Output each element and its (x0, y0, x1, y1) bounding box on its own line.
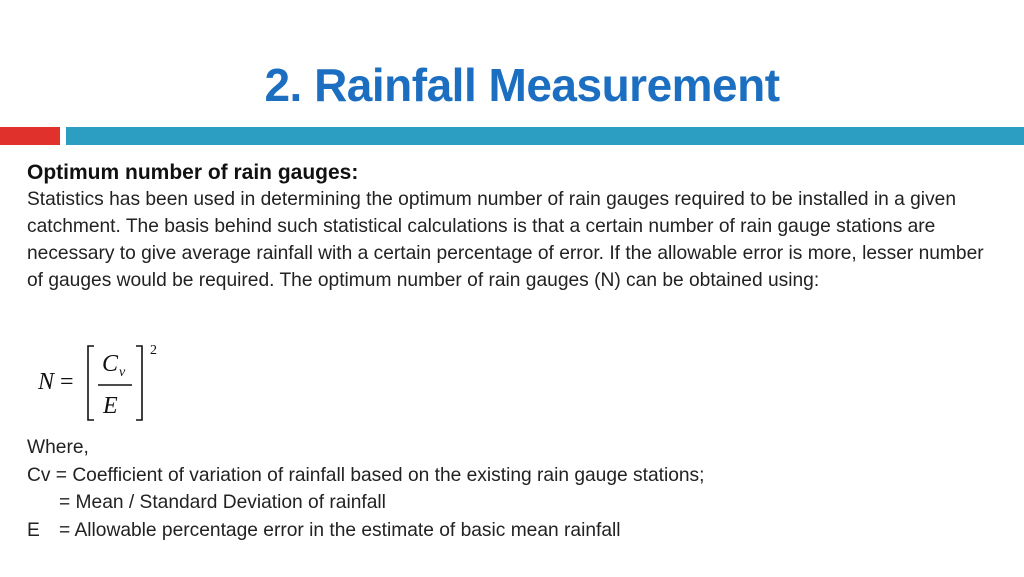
definitions-where: Where, (27, 437, 89, 458)
section-heading: Optimum number of rain gauges: (27, 161, 359, 184)
formula-optimum-gauges (38, 340, 178, 425)
section-paragraph: Statistics has been used in determining the optimum number of rain gauges required to be installed in a given catchment. The basis behind such statistical calculations is that a certain number of rain gauge stations are necessary to give average rainfall with a certain percentage of error. If the allowable error is more, lesser number of gauges would be required. The optimum number of rain gauges (N) can be obtained using: (27, 189, 984, 291)
formula-numerator-subscript: v (119, 365, 126, 380)
slide-title: 2. Rainfall Measurement (264, 59, 780, 111)
formula-left-bracket (88, 346, 94, 420)
definitions-block (27, 434, 1002, 544)
formula-equals: = (60, 369, 74, 395)
formula-denominator: E (103, 393, 118, 419)
definition-cv-continued: = Mean / Standard Deviation of rainfall (59, 492, 386, 513)
accent-bar-blue (66, 127, 1024, 145)
content-block (27, 160, 1002, 294)
definition-e (27, 517, 1002, 545)
definition-cv: Cv = Coefficient of variation of rainfall based on the existing rain gauge stations; (27, 464, 705, 486)
formula-right-bracket (136, 346, 142, 420)
formula-numerator: C (102, 351, 119, 377)
accent-bar-red (0, 127, 60, 145)
formula-exponent: 2 (150, 343, 157, 358)
definition-e-text: = Allowable percentage error in the estimate of basic mean rainfall (59, 519, 621, 541)
definition-e-symbol: E (27, 519, 40, 541)
formula-lhs: N (38, 369, 55, 395)
